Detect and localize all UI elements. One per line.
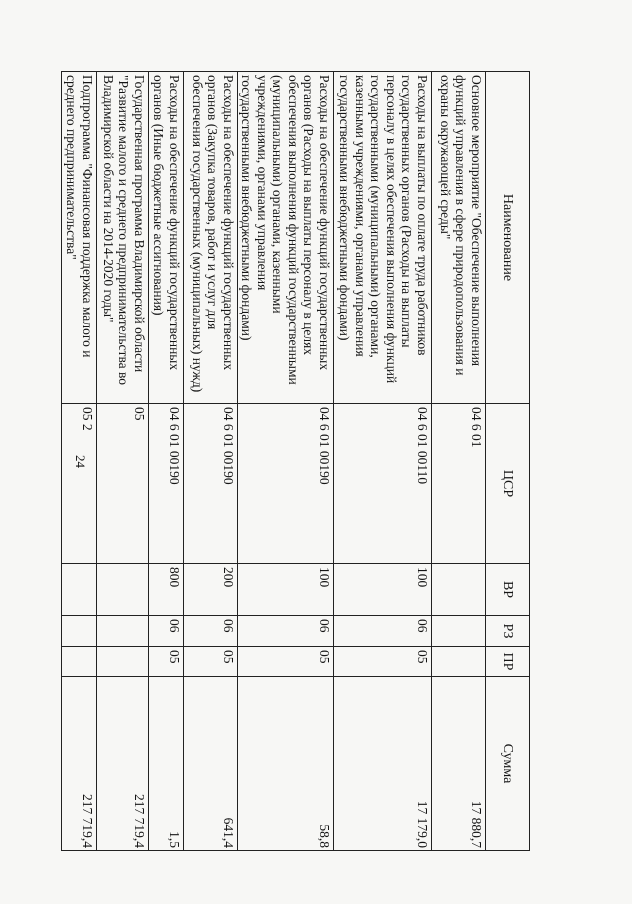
cell-name: Расходы на обеспечение функций государственных органов (Закупка товаров, работ и услуг для обеспечения государственных (муниципальных) нужд) (184, 72, 238, 404)
cell-pr: 05 (184, 647, 238, 677)
cell-rz (97, 616, 149, 647)
header-sum: Сумма (486, 677, 530, 851)
cell-sum: 17 179,0 (334, 677, 432, 851)
cell-csr: 05 (97, 404, 149, 564)
cell-pr (97, 647, 149, 677)
cell-sum: 217 719,4 (97, 677, 149, 851)
cell-name: Государственная программа Владимирской области "Развитие малого и среднего предпринимательства во Владимирской области на 2014-2020 годы" (97, 72, 149, 404)
header-rz: РЗ (486, 616, 530, 647)
cell-pr (62, 647, 97, 677)
cell-sum: 58,8 (238, 677, 334, 851)
cell-rz: 06 (184, 616, 238, 647)
header-pr: ПР (486, 647, 530, 677)
cell-pr: 05 (238, 647, 334, 677)
cell-vr (432, 564, 486, 616)
cell-pr: 05 (149, 647, 184, 677)
cell-rz: 06 (334, 616, 432, 647)
cell-name: Расходы на выплаты по оплате труда работников государственных органов (Расходы на выплаты персоналу в целях обеспечения выполнения функций государственными (муниципальными) органами, казенными учреждениями, органами управления государственными внебюджетными фондами) (334, 72, 432, 404)
cell-vr: 200 (184, 564, 238, 616)
cell-sum: 217 719,4 (62, 677, 97, 851)
cell-sum: 1,5 (149, 677, 184, 851)
cell-name: Расходы на обеспечение функций государственных органов (Расходы на выплаты персоналу в целях обеспечения выполнения функций государственными (муниципальными) органами, казенными учреждениями, органами управления государственными внебюджетными фондами) (238, 72, 334, 404)
cell-sum: 641,4 (184, 677, 238, 851)
cell-vr (97, 564, 149, 616)
cell-vr: 800 (149, 564, 184, 616)
header-name: Наименование (486, 72, 530, 404)
table-header-row (486, 72, 530, 851)
table-row (432, 72, 486, 851)
cell-csr: 04 6 01 00190 (238, 404, 334, 564)
budget-table (61, 71, 530, 851)
cell-rz (432, 616, 486, 647)
cell-pr: 05 (334, 647, 432, 677)
cell-pr (432, 647, 486, 677)
table-row (238, 72, 334, 851)
cell-rz: 06 (149, 616, 184, 647)
cell-name: Подпрограмма "Финансовая поддержка малого и среднего предпринимательства" (62, 72, 97, 404)
cell-csr: 04 6 01 00190 (149, 404, 184, 564)
header-csr: ЦСР (486, 404, 530, 564)
cell-csr: 04 6 01 00110 (334, 404, 432, 564)
page-number: 24 (73, 455, 88, 468)
cell-sum: 17 880,7 (432, 677, 486, 851)
cell-name: Расходы на обеспечение функций государственных органов (Иные бюджетные ассигнования) (149, 72, 184, 404)
cell-name: Основное мероприятие "Обеспечение выполнения функций управления в сфере природопользования и охраны окружающей среды" (432, 72, 486, 404)
cell-csr: 04 6 01 (432, 404, 486, 564)
cell-vr: 100 (238, 564, 334, 616)
cell-csr: 05 2 (62, 404, 97, 564)
cell-rz: 06 (238, 616, 334, 647)
table-row (149, 72, 184, 851)
cell-rz (62, 616, 97, 647)
table-row (62, 72, 97, 851)
cell-vr: 100 (334, 564, 432, 616)
cell-vr (62, 564, 97, 616)
table-row (97, 72, 149, 851)
table-row (334, 72, 432, 851)
table-row (184, 72, 238, 851)
header-vr: ВР (486, 564, 530, 616)
cell-csr: 04 6 01 00190 (184, 404, 238, 564)
